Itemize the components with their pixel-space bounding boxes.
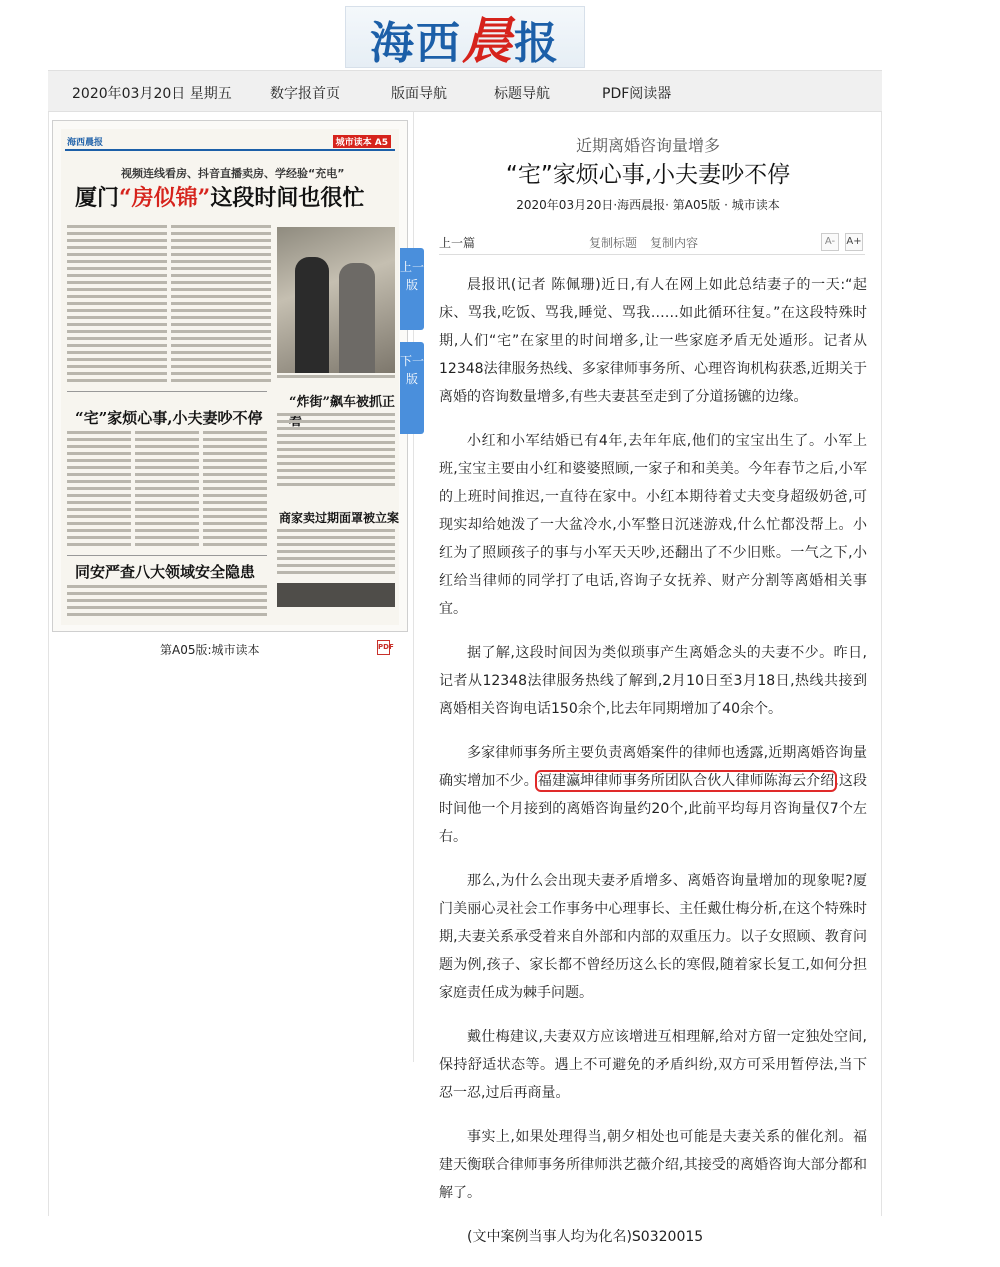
thumb-text-block xyxy=(277,413,395,490)
nav-link-pdf-reader[interactable]: PDF阅读器 xyxy=(602,86,672,102)
thumb-text-block xyxy=(67,431,131,550)
thumb-text-block xyxy=(277,375,395,382)
newspaper-page-thumbnail[interactable] xyxy=(52,120,408,632)
article-toolbar xyxy=(439,229,865,255)
nav-link-title-navigation[interactable]: 标题导航 xyxy=(494,86,550,102)
nav-link-home[interactable]: 数字报首页 xyxy=(270,86,340,102)
article-paragraph: 戴仕梅建议,夫妻双方应该增进互相理解,给对方留一定独处空间,保持舒适状态等。遇上不可避免的矛盾纠纷,双方可采用暂停法,当下忍一忍,过后再商量。 xyxy=(439,1029,867,1101)
previous-article-link[interactable]: 上一篇 xyxy=(439,236,476,250)
copy-content-button[interactable]: 复制内容 xyxy=(650,236,699,250)
thumb-text-block xyxy=(67,225,167,386)
thumb-text-block xyxy=(171,225,271,386)
page-caption: 第A05版:城市读本 xyxy=(160,643,260,657)
thumb-section-badge: 城市读本 A5 xyxy=(333,135,391,148)
article-paragraph: 那么,为什么会出现夫妻矛盾增多、离婚咨询量增加的现象呢?厦门美丽心灵社会工作事务中心理事长、主任戴仕梅分析,在这个特殊时期,夫妻关系承受着来自外部和内部的双重压力。以子女照顾、教育问题为例,孩子、家长都不曾经历这么长的寒假,随着家长复工,如何分担家庭责任成为棘手问题。 xyxy=(439,873,867,1001)
article-paragraph: 小红和小军结婚已有4年,去年年底,他们的宝宝出生了。小军上班,宝宝主要由小红和婆婆照顾,一家子和和美美。今年春节之后,小军的上班时间推迟,一直待在家中。小红本期待着丈夫变身超级奶爸,可现实却给她泼了一大盆冷水,小军整日沉迷游戏,什么忙都没帮上。小红为了照顾孩子的事与小军天天吵,还翻出了不少旧账。一气之下,小红给当律师的同学打了电话,咨询子女抚养、财产分割等离婚相关事宜。 xyxy=(439,433,867,617)
thumb-text-block xyxy=(67,585,267,620)
masthead-logo-text: 海西晨报 xyxy=(370,11,560,70)
thumb-side-headline[interactable]: “炸街”飙车被抓正 xyxy=(289,395,395,410)
font-larger-icon[interactable]: A+ xyxy=(845,233,863,251)
article-footnote: (文中案例当事人均为化名)S0320015 xyxy=(467,1229,704,1245)
nav-link-page-navigation[interactable]: 版面导航 xyxy=(391,86,447,102)
article-paragraph: 事实上,如果处理得当,朝夕相处也可能是夫妻关系的催化剂。福建天衡联合律师事务所律师洪艺薇介绍,其接受的离婚咨询大部分都和解了。 xyxy=(439,1129,867,1201)
thumb-side-headline[interactable]: 商家卖过期面罩被立案 xyxy=(279,511,400,525)
article-dateline: 2020年03月20日·海西晨报· 第A05版 · 城市读本 xyxy=(516,198,780,212)
thumb-text-block xyxy=(277,529,395,578)
thumb-header xyxy=(65,133,395,151)
article-headline: “宅”家烦心事,小夫妻吵不停 xyxy=(505,162,791,188)
pdf-download-icon[interactable]: PDF xyxy=(377,640,390,655)
thumb-lead-headline[interactable]: 厦门“房似锦”这段时间也很忙 xyxy=(75,185,365,211)
thumb-article-headline[interactable]: “宅”家烦心事,小夫妻吵不停 xyxy=(75,409,263,427)
thumb-advert-block xyxy=(277,583,395,607)
next-page-tab[interactable]: 下一版 xyxy=(400,342,424,434)
thumb-brand: 海西晨报 xyxy=(67,138,104,148)
thumb-text-block xyxy=(203,431,267,550)
font-smaller-icon[interactable]: A- xyxy=(821,233,839,251)
previous-page-tab[interactable]: 上一版 xyxy=(400,248,424,330)
article-body xyxy=(439,271,867,1267)
highlighted-quote: 福建瀛坤律师事务所团队合伙人律师陈海云介绍 xyxy=(537,773,835,789)
nav-date: 2020年03月20日 星期五 xyxy=(72,86,232,102)
newspaper-page-image xyxy=(61,129,399,625)
thumb-text-block xyxy=(135,431,199,550)
article-kicker: 近期离婚咨询量增多 xyxy=(575,136,720,155)
thumb-news-photo xyxy=(277,227,395,373)
copy-title-button[interactable]: 复制标题 xyxy=(589,236,638,250)
article-paragraph: 晨报讯(记者 陈佩珊)近日,有人在网上如此总结妻子的一天:“起床、骂我,吃饭、骂我,睡觉、骂我……如此循环往复。”在这段特殊时期,人们“宅”在家里的时间增多,让一些家庭矛盾无处遁形。记者从12348法律服务热线、多家律师事务所、心理咨询机构获悉,近期关于离婚的咨询数量增多,有些夫妻甚至走到了分道扬镳的边缘。 xyxy=(439,277,867,405)
thumb-bottom-headline[interactable]: 同安严查八大领域安全隐患 xyxy=(75,563,256,581)
article-paragraph: 多家律师事务所主要负责离婚案件的律师也透露,近期离婚咨询量确实增加不少。福建瀛坤律师事务所团队合伙人律师陈海云介绍,这段时间他一个月接到的离婚咨询量约20个,此前平均每月咨询量仅7个左右。 xyxy=(439,745,867,845)
newspaper-masthead-logo xyxy=(345,6,585,68)
top-nav-bar xyxy=(48,70,882,112)
article-paragraph: 据了解,这段时间因为类似琐事产生离婚念头的夫妻不少。昨日,记者从12348法律服务热线了解到,2月10日至3月18日,热线共接到离婚相关咨询电话150余个,比去年同期增加了40余个。 xyxy=(439,645,867,717)
thumb-subtitle: 视频连线看房、抖音直播卖房、学经验“充电” xyxy=(121,167,345,180)
